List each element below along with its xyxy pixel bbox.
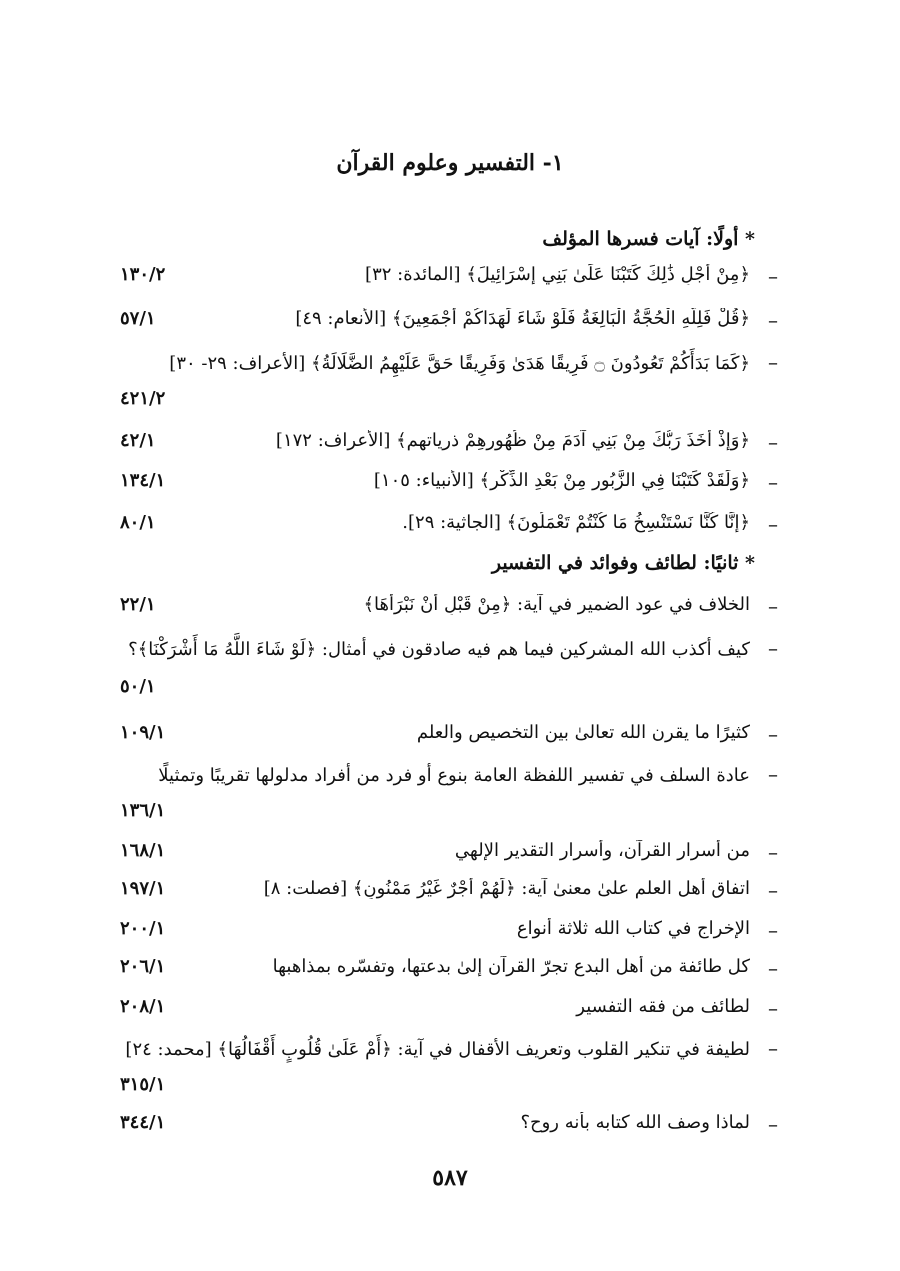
page-number: ٥٨٧: [432, 1165, 468, 1191]
bullet-dash: –: [768, 470, 778, 494]
entry-reference: ٤٢/١: [120, 430, 156, 451]
entry-reference: ٥٠/١: [120, 676, 156, 697]
bullet-dash: –: [768, 264, 778, 288]
entry-text: كيف أكذب الله المشركين فيما هم فيه صادقون في أمثال: ﴿لَوْ شَاءَ اللَّهُ مَا أَشْرَكْنَا﴾؟: [128, 639, 750, 660]
entry-reference: ٥٧/١: [120, 308, 156, 329]
entry-text: ﴿كَمَا بَدَأَكُمْ تَعُودُونَ ۝ فَرِيقًا هَدَىٰ وَفَرِيقًا حَقَّ عَلَيْهِمُ الضَّلَالَةُ﴾ [الأعراف: ٢٩- ٣٠]: [169, 353, 750, 374]
page-title: ١- التفسير وعلوم القرآن: [336, 150, 564, 176]
entry-text: عادة السلف في تفسير اللفظة العامة بنوع أو فرد من أفراد مدلولها تقريبًا وتمثيلًا: [158, 765, 750, 786]
bullet-dash: –: [768, 918, 778, 942]
bullet-dash: –: [768, 762, 778, 786]
index-entry: [0, 258, 900, 298]
index-entry: [0, 344, 900, 424]
index-entry: [0, 506, 900, 546]
entry-text: ﴿قُلْ فَلِلَّهِ الْحُجَّةُ الْبَالِغَةُ فَلَوْ شَاءَ لَهَدَاكُمْ أَجْمَعِينَ﴾ [الأنعام: ٤٩]: [295, 308, 750, 329]
entry-text: كثيرًا ما يقرن الله تعالىٰ بين التخصيص والعلم: [416, 722, 750, 743]
bullet-dash: –: [768, 1036, 778, 1060]
index-entry: [0, 302, 900, 342]
entry-text: ﴿إِنَّا كُنَّا نَسْتَنْسِخُ مَا كُنْتُمْ تَعْمَلُونَ﴾ [الجاثية: ٢٩].: [402, 512, 750, 533]
entry-reference: ١٦٨/١: [120, 840, 166, 861]
index-entry: [0, 716, 900, 756]
index-entry: [0, 834, 900, 874]
bullet-dash: –: [768, 996, 778, 1020]
index-entry: [0, 1106, 900, 1146]
index-entry: [0, 872, 900, 912]
bullet-dash: –: [768, 722, 778, 746]
entry-reference: ٢٠٠/١: [120, 918, 166, 939]
index-entry: [0, 424, 900, 464]
entry-reference: ٣١٥/١: [120, 1074, 166, 1095]
entry-text: كل طائفة من أهل البدع تجرّ القرآن إلىٰ بدعتها، وتفسّره بمذاهبها: [272, 956, 750, 977]
entry-text: لماذا وصف الله كتابه بأنه روح؟: [520, 1112, 750, 1133]
bullet-dash: –: [768, 1112, 778, 1136]
index-entry: [0, 464, 900, 504]
entry-reference: ١٩٧/١: [120, 878, 166, 899]
entry-text: من أسرار القرآن، وأسرار التقدير الإلهي: [454, 840, 750, 861]
entry-text: لطيفة في تنكير القلوب وتعريف الأقفال في آية: ﴿أَمْ عَلَىٰ قُلُوبٍ أَقْفَالُهَا﴾ [محمد: ٢٤]: [125, 1039, 750, 1060]
bullet-dash: –: [768, 430, 778, 454]
section-heading-verses: * أولًا: آيات فسرها المؤلف: [542, 228, 755, 250]
entry-reference: ٢٠٨/١: [120, 996, 166, 1017]
index-entry: [0, 912, 900, 952]
bullet-dash: –: [768, 956, 778, 980]
bullet-dash: –: [768, 594, 778, 618]
entry-reference: ١٣٠/٢: [120, 264, 166, 285]
entry-reference: ٢٢/١: [120, 594, 156, 615]
entry-text: الإخراج في كتاب الله ثلاثة أنواع: [516, 918, 750, 939]
section-heading-benefits: * ثانيًا: لطائف وفوائد في التفسير: [491, 552, 755, 574]
index-entry: [0, 990, 900, 1030]
bullet-dash: –: [768, 636, 778, 660]
index-entry: [0, 950, 900, 990]
index-entry: [0, 1030, 900, 1110]
bullet-dash: –: [768, 350, 778, 374]
entry-reference: ١٠٩/١: [120, 722, 166, 743]
entry-reference: ٨٠/١: [120, 512, 156, 533]
entry-text: ﴿وَلَقَدْ كَتَبْنَا فِي الزَّبُورِ مِنْ بَعْدِ الذِّكْرِ﴾ [الأنبياء: ١٠٥]: [373, 470, 750, 491]
bullet-dash: –: [768, 512, 778, 536]
index-entry: [0, 630, 900, 710]
entry-reference: ٣٤٤/١: [120, 1112, 166, 1133]
index-entry: [0, 756, 900, 836]
entry-text: اتفاق أهل العلم علىٰ معنىٰ آية: ﴿لَهُمْ أَجْرٌ غَيْرُ مَمْنُونٍ﴾ [فصلت: ٨]: [263, 878, 750, 899]
entry-text: لطائف من فقه التفسير: [576, 996, 750, 1017]
bullet-dash: –: [768, 878, 778, 902]
entry-text: ﴿مِنْ أَجْلِ ذَٰلِكَ كَتَبْنَا عَلَىٰ بَنِي إِسْرَائِيلَ﴾ [المائدة: ٣٢]: [365, 264, 750, 285]
bullet-dash: –: [768, 308, 778, 332]
index-entry: [0, 588, 900, 628]
bullet-dash: –: [768, 840, 778, 864]
entry-text: الخلاف في عود الضمير في آية: ﴿مِنْ قَبْلِ أَنْ نَبْرَأَهَا﴾: [363, 594, 750, 615]
entry-reference: ١٣٦/١: [120, 800, 166, 821]
entry-reference: ٢٠٦/١: [120, 956, 166, 977]
entry-text: ﴿وَإِذْ أَخَذَ رَبُّكَ مِنْ بَنِي آدَمَ مِنْ ظُهُورِهِمْ ذرياتهم﴾ [الأعراف: ١٧٢]: [275, 430, 750, 451]
entry-reference: ١٣٤/١: [120, 470, 166, 491]
entry-reference: ٤٢١/٢: [120, 388, 166, 409]
